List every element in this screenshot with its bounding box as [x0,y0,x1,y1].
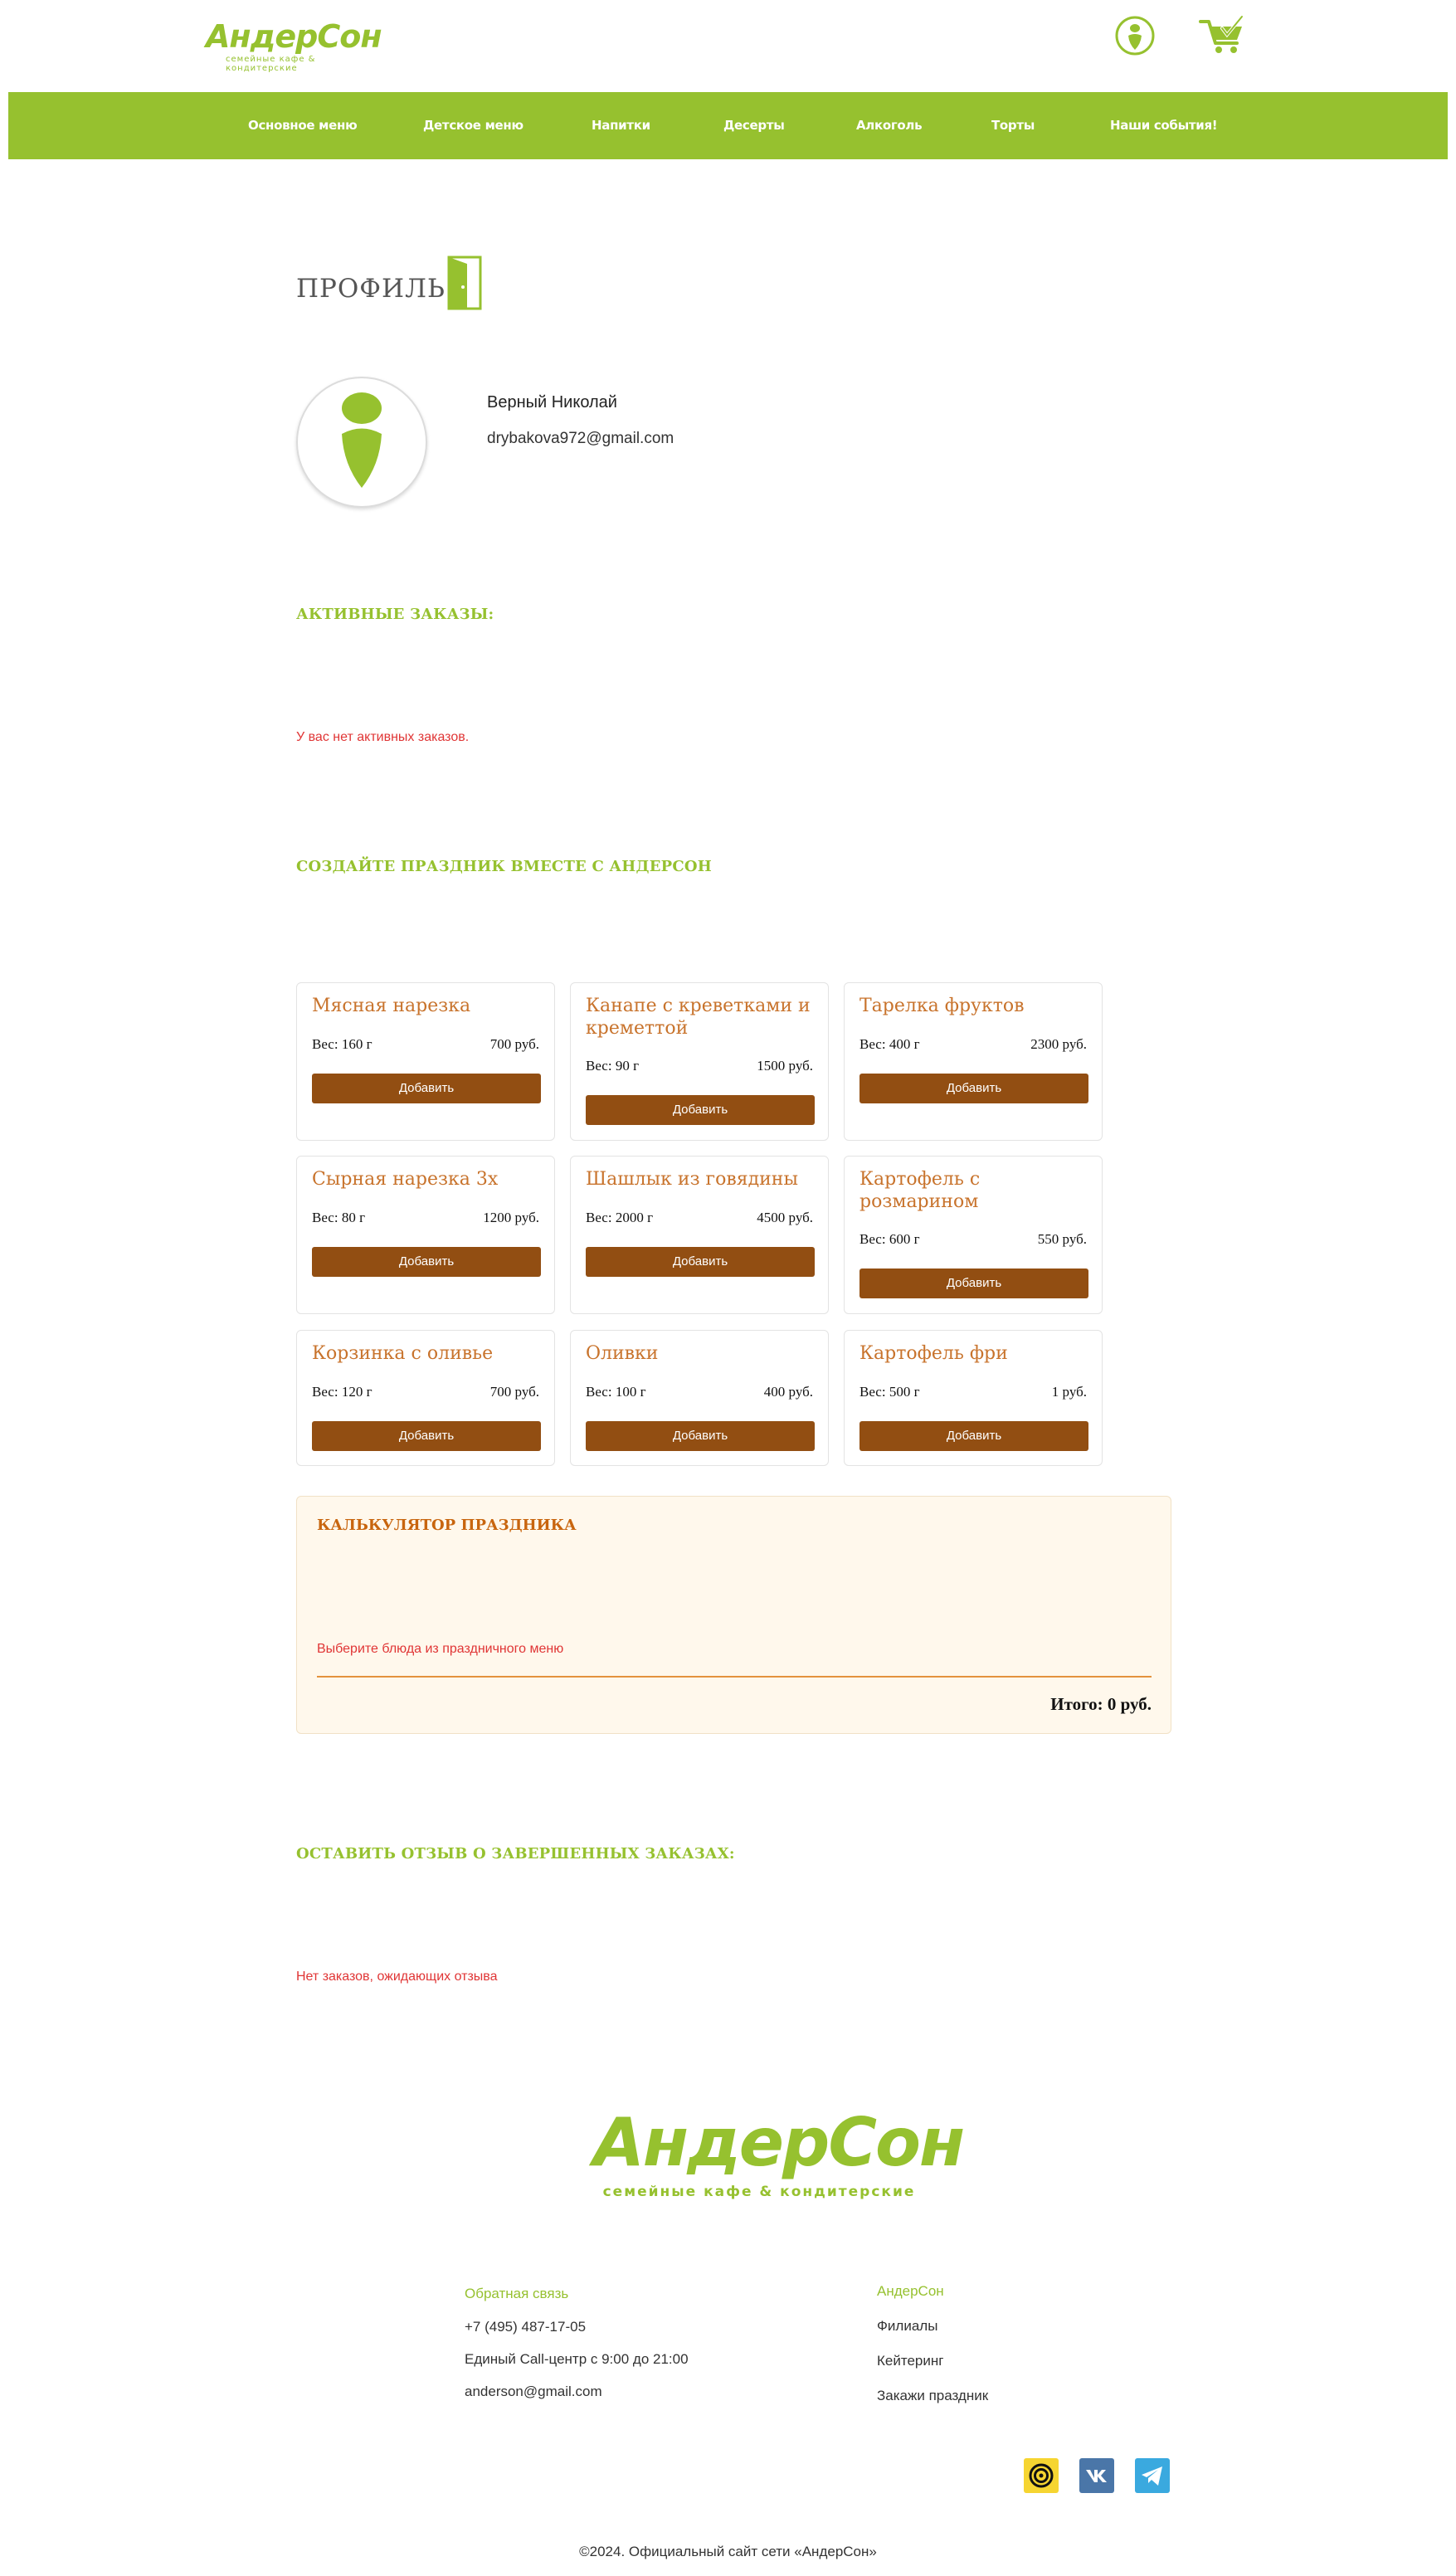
card-title: Канапе с креветками и креметтой [586,996,811,1039]
logo-brand-text: АндерСон [206,18,382,55]
nav-item-cakes[interactable]: Торты [991,118,1035,133]
footer-logo-tagline: семейные кафе & кондитерские [602,2184,916,2200]
card-title: Сырная нарезка 3х [312,1169,499,1190]
logo-tagline: семейные кафе & кондитерские [226,55,316,73]
party-card [844,1330,1103,1466]
footer-link-branches[interactable]: Филиалы [877,2318,938,2334]
card-weight: Вес: 160 г [312,1036,373,1052]
cart-icon[interactable] [1197,13,1249,56]
card-price: 400 руб. [763,1384,813,1400]
card-price: 4500 руб. [757,1210,813,1225]
add-button[interactable]: Добавить [312,1074,541,1103]
card-title: Мясная нарезка [312,996,471,1016]
page-title: ПРОФИЛЬ [296,274,446,304]
footer-copyright: ©2024. Официальный сайт сети «АндерСон» [579,2544,877,2559]
calculator-title: КАЛЬКУЛЯТОР ПРАЗДНИКА [317,1517,577,1534]
calculator-divider [317,1676,1152,1678]
nav-item-kids-menu[interactable]: Детское меню [423,118,523,133]
card-weight: Вес: 120 г [312,1384,373,1400]
card-price: 550 руб. [1037,1231,1087,1247]
add-button[interactable]: Добавить [586,1247,815,1277]
yandex-zen-icon[interactable] [1024,2458,1059,2493]
main-nav [8,92,1448,159]
card-price: 700 руб. [489,1384,539,1400]
nav-item-events[interactable]: Наши события! [1110,118,1218,133]
card-title: Картофель с розмарином [859,1169,981,1212]
reviews-empty: Нет заказов, ожидающих отзыва [296,1970,498,1984]
avatar [296,377,427,508]
party-card [570,1156,829,1314]
add-button[interactable]: Добавить [859,1421,1088,1451]
card-weight: Вес: 600 г [859,1231,920,1247]
header-logo[interactable] [206,18,382,73]
party-card [570,1330,829,1466]
card-price: 1200 руб. [483,1210,539,1225]
telegram-icon[interactable] [1135,2458,1170,2493]
profile-icon[interactable] [1114,15,1156,56]
card-weight: Вес: 500 г [859,1384,920,1400]
add-button[interactable]: Добавить [859,1074,1088,1103]
footer-logo[interactable] [593,2104,964,2205]
nav-item-desserts[interactable]: Десерты [723,118,785,133]
calculator-total: Итого: 0 руб. [1050,1694,1152,1714]
card-title: Корзинка с оливье [312,1343,494,1364]
card-title: Оливки [586,1343,659,1364]
card-price: 2300 руб. [1030,1036,1087,1052]
footer-callcenter: Единый Call-центр с 9:00 до 21:00 [465,2351,689,2367]
active-orders-empty: У вас нет активных заказов. [296,730,470,744]
footer-link-order-party[interactable]: Закажи праздник [877,2388,989,2403]
card-weight: Вес: 2000 г [586,1210,654,1225]
add-button[interactable]: Добавить [586,1095,815,1125]
add-button[interactable]: Добавить [312,1247,541,1277]
active-orders-title: АКТИВНЫЕ ЗАКАЗЫ: [296,606,494,623]
calculator-empty: Выберите блюда из праздничного меню [317,1642,564,1656]
footer-email[interactable]: anderson@gmail.com [465,2384,602,2399]
footer-links-heading: АндерСон [877,2283,944,2299]
footer-contacts-heading: Обратная связь [465,2286,569,2301]
card-title: Картофель фри [859,1343,1008,1364]
card-price: 700 руб. [489,1036,539,1052]
card-weight: Вес: 400 г [859,1036,920,1052]
party-calculator [296,1496,1171,1734]
card-weight: Вес: 80 г [312,1210,366,1225]
card-title: Шашлык из говядины [586,1169,798,1190]
party-card [570,982,829,1141]
card-weight: Вес: 100 г [586,1384,646,1400]
card-title: Тарелка фруктов [859,996,1025,1016]
add-button[interactable]: Добавить [859,1269,1088,1298]
nav-item-drinks[interactable]: Напитки [592,118,650,133]
logout-door-icon[interactable] [446,256,484,310]
party-card [296,982,555,1141]
nav-item-alcohol[interactable]: Алкоголь [856,118,923,133]
party-card [296,1330,555,1466]
party-card [844,982,1103,1141]
nav-item-main-menu[interactable]: Основное меню [248,118,358,133]
party-menu-title: СОЗДАЙТЕ ПРАЗДНИК ВМЕСТЕ С АНДЕРСОН [296,858,712,875]
footer-link-catering[interactable]: Кейтеринг [877,2353,944,2369]
party-card [844,1156,1103,1314]
reviews-title: ОСТАВИТЬ ОТЗЫВ О ЗАВЕРШЕННЫХ ЗАКАЗАХ: [296,1845,735,1863]
vk-icon[interactable] [1079,2458,1114,2493]
party-card [296,1156,555,1314]
footer-phone[interactable]: +7 (495) 487-17-05 [465,2319,587,2335]
user-name: Верный Николай [487,393,617,411]
add-button[interactable]: Добавить [312,1421,541,1451]
card-weight: Вес: 90 г [586,1058,640,1074]
card-price: 1 руб. [1051,1384,1087,1400]
user-email: drybakova972@gmail.com [487,430,674,447]
card-price: 1500 руб. [757,1058,813,1074]
add-button[interactable]: Добавить [586,1421,815,1451]
footer-logo-brand: АндерСон [593,2104,964,2181]
